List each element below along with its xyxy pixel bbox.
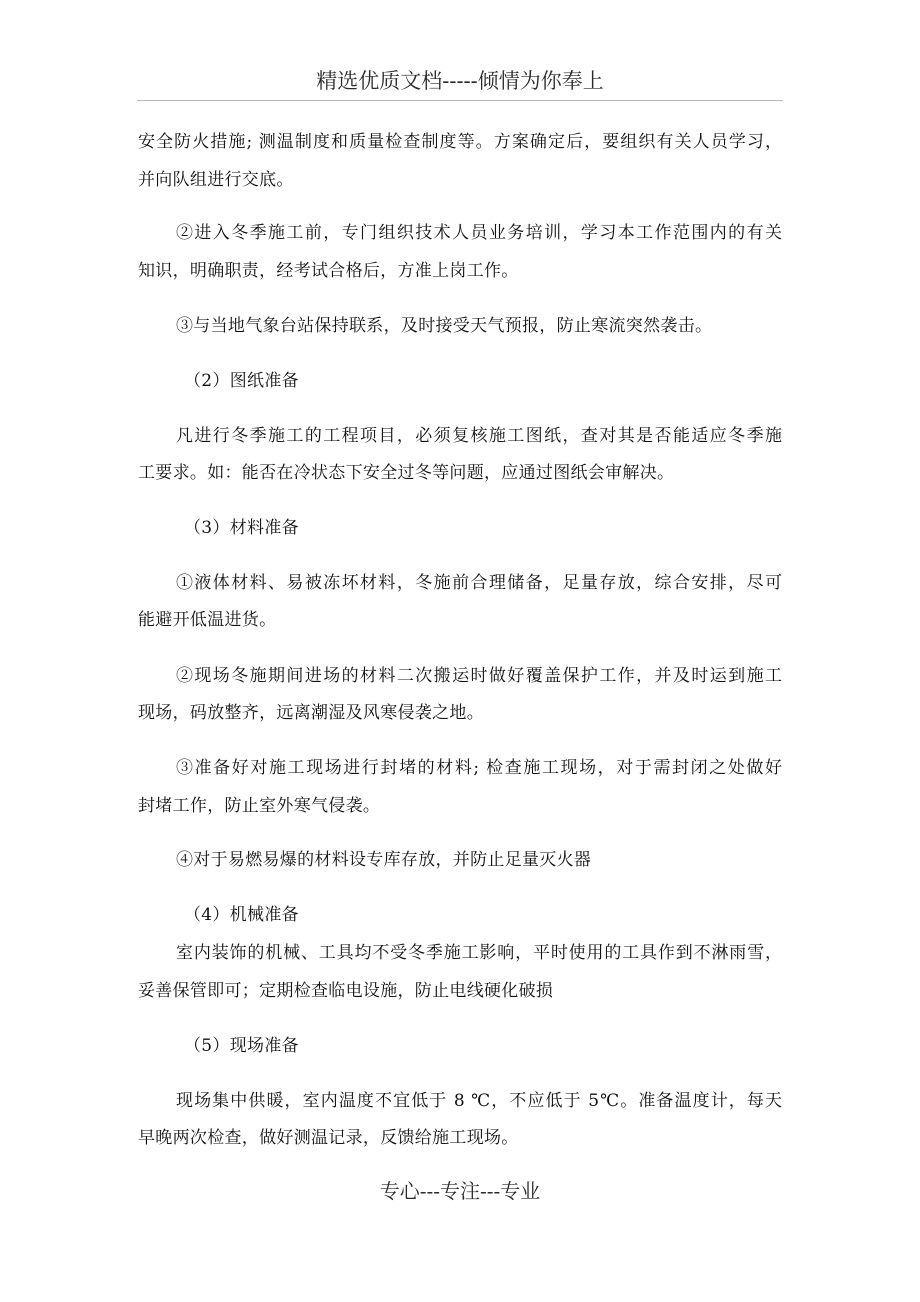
paragraph-line: ③准备好对施工现场进行封堵的材料; 检查施工现场，对于需封闭之处做好 [176,758,782,778]
paragraph-line: 现场集中供暖，室内温度不宜低于 8 ℃，不应低于 5℃。准备温度计，每天 [176,1091,782,1111]
paragraph-line: 安全防火措施; 测温制度和质量检查制度等。方案确定后，要组织有关人员学习， [138,132,782,152]
paragraph-line: 凡进行冬季施工的工程项目，必须复核施工图纸，查对其是否能适应冬季施 [176,426,782,446]
paragraph-line: ②进入冬季施工前，专门组织技术人员业务培训，学习本工作范围内的有关 [176,223,782,243]
paragraph-line: ①液体材料、易被冻坏材料，冬施前合理储备，足量存放，综合安排，尽可 [176,573,782,593]
paragraph-line: 工要求。如：能否在冷状态下安全过冬等问题，应通过图纸会审解决。 [138,463,675,483]
page-header-title: 精选优质文档-----倾情为你奉上 [316,69,604,93]
paragraph-line: 并向队组进行交底。 [138,170,294,190]
section-heading: （3）材料准备 [184,518,299,538]
paragraph-line: 封堵工作，防止室外寒气侵袭。 [138,796,381,816]
section-heading: （4）机械准备 [184,905,299,925]
paragraph-line: 知识，明确职责，经考试合格后，方准上岗工作。 [138,261,519,281]
paragraph-line: 能避开低温进货。 [138,610,277,630]
page-footer-text: 专心---专注---专业 [379,1179,541,1203]
header-divider [137,100,783,101]
section-heading: （5）现场准备 [184,1036,299,1056]
paragraph-line: ③与当地气象台站保持联系，及时接受天气预报，防止寒流突然袭击。 [176,316,713,336]
paragraph-line: 妥善保管即可；定期检查临电设施，防止电线硬化破损 [138,981,554,1001]
section-heading: （2）图纸准备 [184,371,299,391]
paragraph-line: 早晚两次检查，做好测温记录，反馈给施工现场。 [138,1128,519,1148]
paragraph-line: 现场，码放整齐，远离潮湿及风寒侵袭之地。 [138,703,484,723]
paragraph-line: 室内装饰的机械、工具均不受冬季施工影响，平时使用的工具作到不淋雨雪， [176,943,782,963]
paragraph-line: ②现场冬施期间进场的材料二次搬运时做好覆盖保护工作，并及时运到施工 [176,666,782,686]
paragraph-line: ④对于易燃易爆的材料设专库存放，并防止足量灭火器 [176,850,592,870]
